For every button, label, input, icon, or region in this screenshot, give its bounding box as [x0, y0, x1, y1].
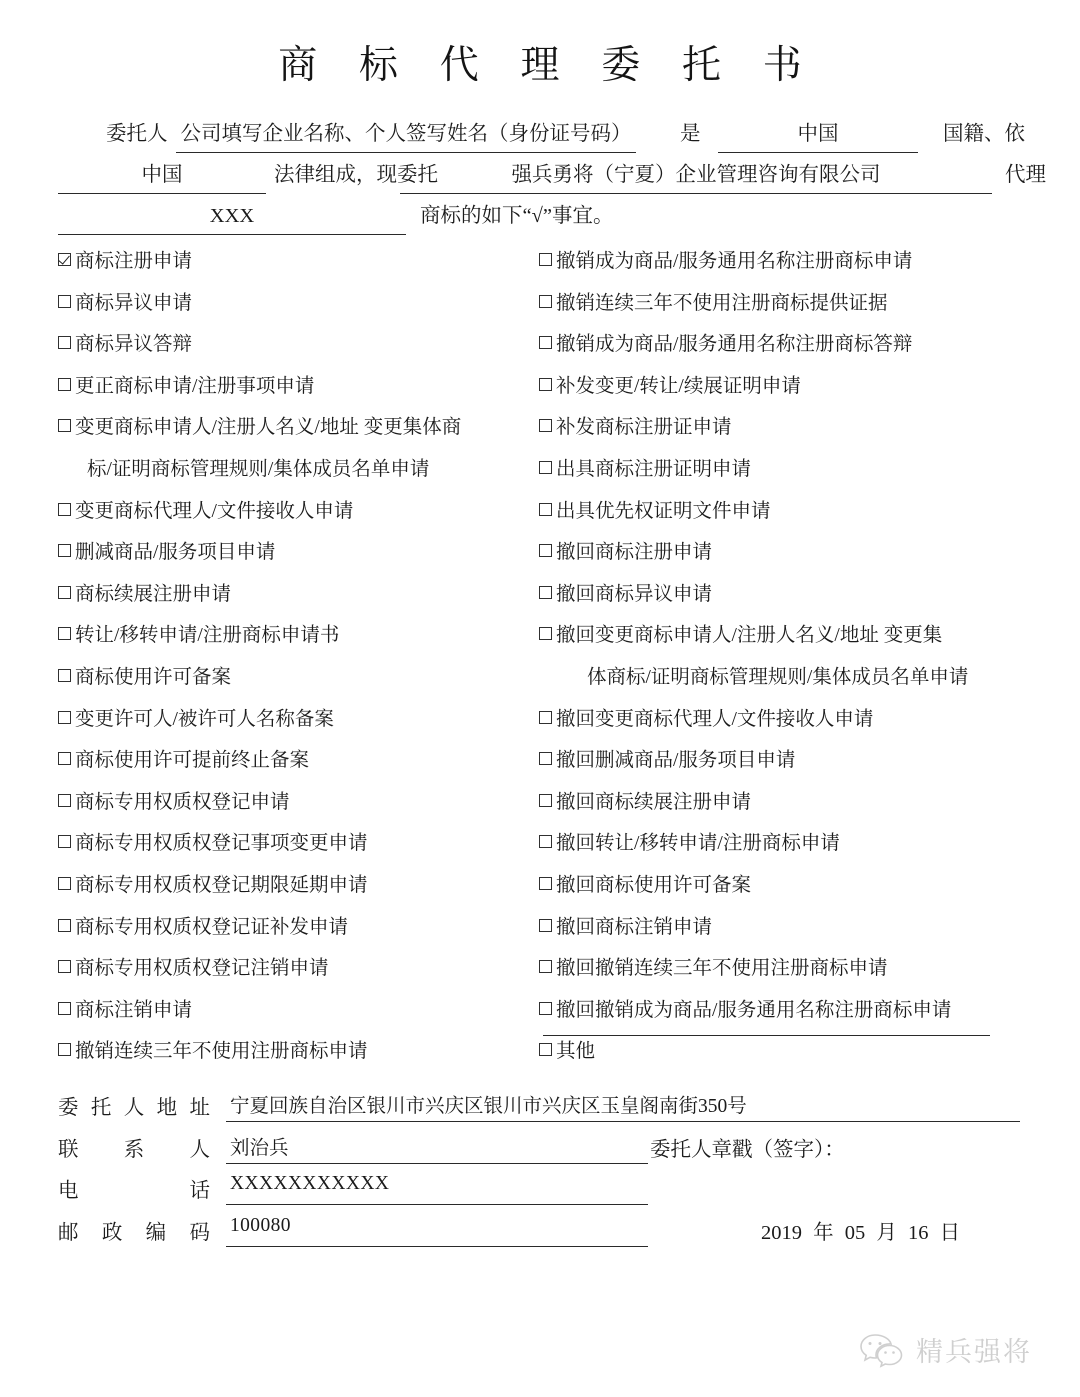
- checkbox-icon[interactable]: [539, 919, 552, 932]
- agent-name-rule: [400, 193, 992, 194]
- checklist-item[interactable]: [58, 666, 231, 690]
- checklist-row: [58, 500, 1023, 542]
- checkbox-icon[interactable]: [58, 544, 71, 557]
- checklist-row: [58, 416, 1023, 458]
- postcode-value[interactable]: 100080: [230, 1214, 291, 1236]
- checklist-item-label: 其他: [556, 1041, 596, 1063]
- checklist-row: [58, 957, 1023, 999]
- checklist-row: [58, 458, 1023, 500]
- checkbox-icon[interactable]: [539, 378, 552, 391]
- checklist-item-label: 撤回商标异议申请: [556, 583, 713, 605]
- checklist-row: [58, 250, 1023, 292]
- checklist-item[interactable]: [58, 333, 192, 357]
- checklist-item-label: 撤回删减商品/服务项目申请: [556, 750, 796, 772]
- address-value[interactable]: 宁夏回族自治区银川市兴庆区银川市兴庆区玉皇阁南街350号: [230, 1096, 747, 1117]
- checklist-item[interactable]: [58, 416, 461, 440]
- trademark-rule: [58, 234, 406, 235]
- checklist-item-label: 撤回变更商标申请人/注册人名义/地址 变更集: [556, 625, 943, 647]
- checklist-item[interactable]: [58, 250, 192, 274]
- checklist-item[interactable]: [58, 375, 314, 399]
- checklist-item[interactable]: [58, 791, 290, 815]
- date-month-unit: 月: [876, 1221, 897, 1244]
- checklist-item[interactable]: [539, 250, 912, 274]
- checklist-item-label: 转让/移转申请/注册商标申请书: [75, 625, 340, 647]
- field-row-postcode: [58, 1213, 1020, 1255]
- organized-text: 法律组成，现委托: [274, 164, 438, 186]
- checklist-row: [58, 916, 1023, 958]
- nationality-value[interactable]: 中国: [797, 123, 839, 145]
- field-row-address: [58, 1088, 1020, 1130]
- checkbox-icon[interactable]: [58, 669, 71, 682]
- checklist-item[interactable]: [539, 292, 888, 316]
- checklist-item[interactable]: [58, 1040, 368, 1064]
- contact-value[interactable]: 刘治兵: [230, 1137, 289, 1159]
- field-row-contact: [58, 1130, 1020, 1172]
- country-value[interactable]: 中国: [141, 164, 183, 186]
- checkbox-icon[interactable]: [539, 336, 552, 349]
- signature-date: [758, 1215, 963, 1245]
- checklist-row: [58, 333, 1023, 375]
- checkbox-icon[interactable]: [539, 1002, 552, 1015]
- checkbox-icon[interactable]: [539, 1043, 552, 1056]
- watermark-text: 精兵强将: [916, 1337, 1032, 1367]
- checklist-item[interactable]: [539, 624, 942, 648]
- checklist-item-label: 更正商标申请/注册事项申请: [75, 375, 315, 397]
- checklist-item-label: 商标专用权质权登记申请: [75, 791, 290, 813]
- checkbox-icon[interactable]: [539, 295, 552, 308]
- checklist-row: [58, 583, 1023, 625]
- matters-text: 商标的如下“√”事宜。: [420, 205, 614, 227]
- agent-suffix: 代理: [1005, 164, 1046, 186]
- checkbox-icon[interactable]: [539, 835, 552, 848]
- checklist-item-label: 商标异议申请: [75, 292, 193, 314]
- checklist-item-label: 撤回撤销连续三年不使用注册商标申请: [556, 958, 888, 980]
- checklist-item-label: 商标使用许可备案: [75, 666, 232, 688]
- checklist-item-label: 体商标/证明商标管理规则/集体成员名单申请: [587, 666, 969, 688]
- phone-label: 电 话: [58, 1180, 210, 1202]
- checklist-row: [58, 1040, 1023, 1082]
- checklist-item[interactable]: [539, 458, 751, 482]
- checklist-item[interactable]: [539, 957, 888, 981]
- checklist-item[interactable]: [58, 541, 275, 565]
- checklist-item-label: 撤回转让/移转申请/注册商标申请: [556, 833, 840, 855]
- checklist-row: [58, 749, 1023, 791]
- checklist-row: [58, 624, 1023, 666]
- checklist-item-label: 商标使用许可提前终止备案: [75, 750, 310, 772]
- checkbox-icon[interactable]: [58, 960, 71, 973]
- checklist-item[interactable]: [58, 708, 334, 732]
- checklist-item-label: 商标专用权质权登记期限延期申请: [75, 874, 368, 896]
- checklist-item[interactable]: [539, 541, 712, 565]
- checklist-item-label: 出具优先权证明文件申请: [556, 500, 771, 522]
- nationality-suffix: 国籍、依: [943, 123, 1025, 145]
- address-label: 委 托 人 地 址: [58, 1097, 210, 1119]
- wechat-icon: [858, 1331, 906, 1369]
- checklist-item-label: 撤回商标注册申请: [556, 542, 713, 564]
- checklist-item[interactable]: [58, 916, 348, 940]
- checklist-item[interactable]: [58, 500, 353, 524]
- copula-text: 是: [680, 123, 701, 145]
- checkbox-icon[interactable]: [539, 544, 552, 557]
- checklist-item-label: 变更商标代理人/文件接收人申请: [75, 500, 354, 522]
- page-title: 商 标 代 理 委 托 书: [278, 44, 818, 87]
- checkbox-icon[interactable]: [58, 752, 71, 765]
- checklist-item-label: 变更商标申请人/注册人名义/地址 变更集体商: [75, 417, 462, 439]
- agent-name-value[interactable]: 强兵勇将（宁夏）企业管理咨询有限公司: [511, 164, 881, 186]
- checklist-item[interactable]: [539, 874, 751, 898]
- checklist-item-label: 撤回商标注销申请: [556, 916, 713, 938]
- checklist-item[interactable]: [539, 916, 712, 940]
- checklist-item[interactable]: [539, 1040, 595, 1064]
- checkbox-icon[interactable]: [58, 711, 71, 724]
- contact-label: 联 系 人: [58, 1138, 210, 1161]
- checklist-item-label: 撤回商标续展注册申请: [556, 791, 752, 813]
- checklist-item[interactable]: [58, 999, 192, 1023]
- checkbox-icon[interactable]: [539, 877, 552, 890]
- checkbox-icon[interactable]: [539, 503, 552, 516]
- checklist-item-label: 补发商标注册证申请: [556, 417, 732, 439]
- checklist-row: [58, 832, 1023, 874]
- country-rule: [58, 193, 266, 194]
- checkbox-icon[interactable]: [539, 627, 552, 640]
- checklist-item[interactable]: [539, 832, 840, 856]
- checklist-item-label: 商标专用权质权登记注销申请: [75, 958, 329, 980]
- checkbox-checked-icon[interactable]: [58, 253, 71, 266]
- checklist-item-label: 变更许可人/被许可人名称备案: [75, 708, 334, 730]
- declaration-line-3: [58, 204, 1020, 245]
- client-name-rule: [176, 152, 636, 153]
- checkbox-icon[interactable]: [58, 378, 71, 391]
- checkbox-icon[interactable]: [539, 253, 552, 266]
- postcode-rule: [226, 1246, 648, 1247]
- date-year-unit: 年: [813, 1221, 834, 1244]
- checklist-item-continuation: [539, 666, 968, 690]
- checklist-item-label: 商标续展注册申请: [75, 583, 232, 605]
- checkbox-icon[interactable]: [58, 835, 71, 848]
- checklist-row: [58, 375, 1023, 417]
- checklist-item-label: 标/证明商标管理规则/集体成员名单申请: [87, 458, 430, 480]
- checklist-item-label: 删减商品/服务项目申请: [75, 542, 276, 564]
- checklist-item-label: 撤回变更商标代理人/文件接收人申请: [556, 708, 874, 730]
- checkbox-icon[interactable]: [58, 586, 71, 599]
- checklist-item[interactable]: [539, 708, 873, 732]
- date-day: 16: [908, 1221, 929, 1244]
- checklist-item[interactable]: [539, 416, 732, 440]
- checklist-item-label: 撤回撤销成为商品/服务通用名称注册商标申请: [556, 999, 952, 1021]
- checklist-item[interactable]: [58, 583, 231, 607]
- field-row-phone: [58, 1171, 1020, 1213]
- checkbox-icon[interactable]: [539, 586, 552, 599]
- checklist-item-label: 撤销成为商品/服务通用名称注册商标答辩: [556, 334, 913, 356]
- client-label: 委托人: [106, 123, 168, 145]
- checklist-item[interactable]: [58, 624, 339, 648]
- checklist-item-label: 商标专用权质权登记证补发申请: [75, 916, 349, 938]
- checklist-item[interactable]: [58, 749, 309, 773]
- checkbox-icon[interactable]: [58, 627, 71, 640]
- checklist-item-label: 商标注销申请: [75, 999, 193, 1021]
- watermark: [858, 1330, 1032, 1369]
- phone-value[interactable]: XXXXXXXXXXX: [230, 1173, 390, 1194]
- checklist-item[interactable]: [539, 791, 751, 815]
- checklist-item[interactable]: [539, 333, 912, 357]
- checkbox-icon[interactable]: [58, 1043, 71, 1056]
- other-blank-rule[interactable]: [543, 1035, 990, 1036]
- checkbox-icon[interactable]: [58, 1002, 71, 1015]
- client-name-value[interactable]: 公司填写企业名称、个人签写姓名（身份证号码）: [180, 123, 632, 145]
- checkbox-icon[interactable]: [58, 503, 71, 516]
- checklist-row: [58, 666, 1023, 708]
- checklist-item[interactable]: [58, 957, 329, 981]
- checkbox-icon[interactable]: [539, 794, 552, 807]
- checklist-row: [58, 292, 1023, 334]
- checklist-item[interactable]: [539, 749, 795, 773]
- checklist-row: [58, 874, 1023, 916]
- address-rule: [226, 1121, 1020, 1122]
- trademark-value[interactable]: XXX: [209, 205, 255, 227]
- checkbox-icon[interactable]: [539, 752, 552, 765]
- checklist-item[interactable]: [58, 832, 368, 856]
- checklist-item[interactable]: [539, 375, 801, 399]
- checklist-item[interactable]: [539, 583, 712, 607]
- declaration-header: [58, 122, 1046, 245]
- date-day-unit: 日: [939, 1221, 961, 1244]
- checkbox-icon[interactable]: [58, 419, 71, 432]
- checklist-item-continuation: [58, 458, 429, 482]
- checklist-item-label: 补发变更/转让/续展证明申请: [556, 375, 801, 397]
- declaration-line-1: [58, 122, 1025, 163]
- checkbox-icon[interactable]: [58, 877, 71, 890]
- checkbox-icon[interactable]: [539, 960, 552, 973]
- phone-rule: [226, 1204, 648, 1205]
- client-info-fields: [58, 1088, 1020, 1254]
- checkbox-icon[interactable]: [58, 336, 71, 349]
- checklist-row: [58, 541, 1023, 583]
- checklist-row: [58, 708, 1023, 750]
- checklist-item-label: 撤销成为商品/服务通用名称注册商标申请: [556, 251, 913, 272]
- contact-rule: [226, 1163, 648, 1164]
- checkbox-icon[interactable]: [58, 919, 71, 932]
- date-month: 05: [844, 1221, 866, 1244]
- checklist-item[interactable]: [58, 292, 192, 316]
- nationality-rule: [718, 152, 918, 153]
- stamp-signature-label: 委托人章戳（签字）：: [650, 1138, 845, 1161]
- checklist-item-label: 商标专用权质权登记事项变更申请: [75, 833, 368, 855]
- checkbox-icon[interactable]: [58, 794, 71, 807]
- checklist-item[interactable]: [58, 874, 368, 898]
- declaration-line-2: [58, 163, 1046, 204]
- checklist-item[interactable]: [539, 500, 771, 524]
- postcode-label: 邮 政 编 码: [58, 1221, 210, 1244]
- checklist-row: [58, 791, 1023, 833]
- checkbox-icon[interactable]: [539, 461, 552, 474]
- checklist-item-label: 撤销连续三年不使用注册商标申请: [75, 1041, 368, 1063]
- checkbox-icon[interactable]: [539, 419, 552, 432]
- date-year: 2019: [761, 1221, 802, 1244]
- checklist-item-label: 撤回商标使用许可备案: [556, 874, 752, 896]
- checklist-item-label: 商标异议答辩: [75, 334, 193, 356]
- checklist-item[interactable]: [539, 999, 951, 1023]
- application-type-checklist: [58, 250, 1023, 1082]
- checklist-item-label: 撤销连续三年不使用注册商标提供证据: [556, 292, 888, 314]
- checklist-item-label: 出具商标注册证明申请: [556, 458, 752, 480]
- checklist-item-label: 商标注册申请: [75, 251, 193, 272]
- checkbox-icon[interactable]: [58, 295, 71, 308]
- checkbox-icon[interactable]: [539, 711, 552, 724]
